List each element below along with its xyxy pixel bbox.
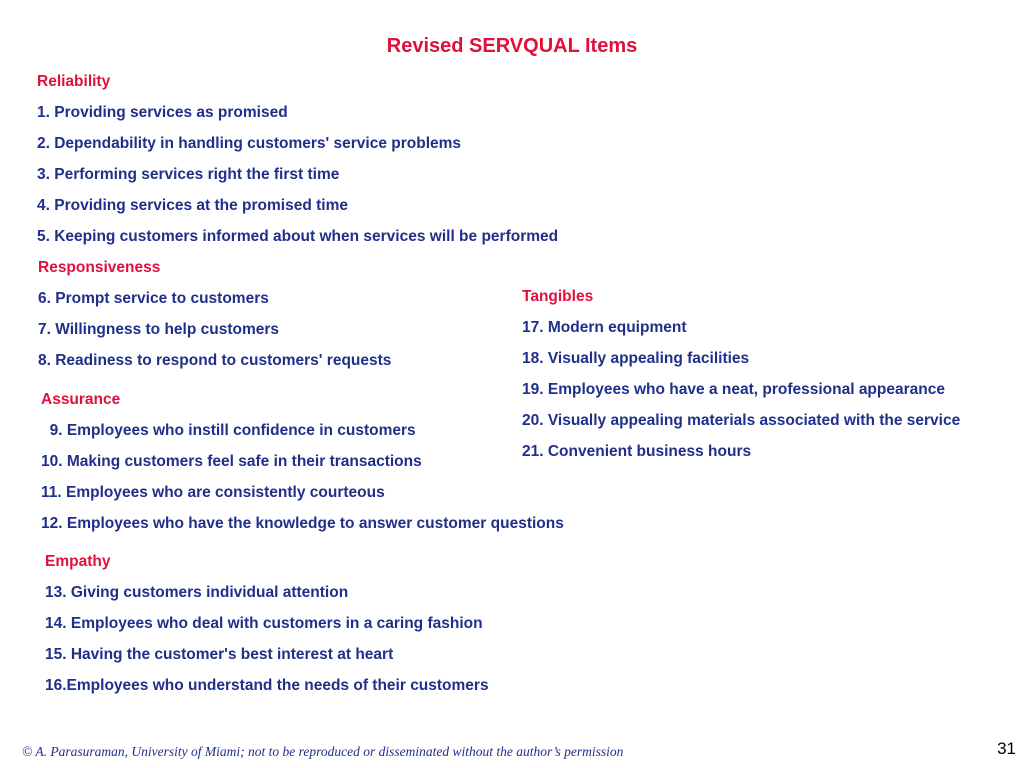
section-heading-responsiveness: Responsiveness <box>38 259 161 276</box>
list-item: 8. Readiness to respond to customers' requests <box>38 352 392 369</box>
list-item: 5. Keeping customers informed about when services will be performed <box>37 228 559 245</box>
list-item: 11. Employees who are consistently courteous <box>41 484 385 501</box>
list-item: 1. Providing services as promised <box>37 104 288 121</box>
assurance-section <box>41 384 564 539</box>
list-item: 18. Visually appealing facilities <box>522 350 750 367</box>
tangibles-section <box>522 281 960 467</box>
copyright-footer: © A. Parasuraman, University of Miami; not to be reproduced or disseminated without the author’s permission <box>22 744 624 759</box>
section-heading-assurance: Assurance <box>41 391 121 408</box>
list-item: 3. Performing services right the first time <box>37 166 340 183</box>
slide-title: Revised SERVQUAL Items <box>386 35 638 57</box>
list-item: 10. Making customers feel safe in their transactions <box>41 453 422 470</box>
page-number: 31 <box>997 739 1016 758</box>
list-item: 6. Prompt service to customers <box>38 290 269 307</box>
list-item: 13. Giving customers individual attention <box>45 584 349 601</box>
list-item: 14. Employees who deal with customers in a caring fashion <box>45 615 483 632</box>
list-item: 20. Visually appealing materials associated with the service <box>522 412 961 429</box>
list-item: 12. Employees who have the knowledge to answer customer questions <box>41 515 564 532</box>
section-heading-tangibles: Tangibles <box>522 288 594 305</box>
list-item: 4. Providing services at the promised time <box>37 197 348 214</box>
responsiveness-section <box>38 252 391 376</box>
list-item: 9. Employees who instill confidence in customers <box>41 422 416 439</box>
reliability-section <box>37 66 558 252</box>
list-item: 7. Willingness to help customers <box>38 321 280 338</box>
list-item: 2. Dependability in handling customers' service problems <box>37 135 462 152</box>
list-item: 17. Modern equipment <box>522 319 687 336</box>
section-heading-empathy: Empathy <box>45 553 111 570</box>
list-item: 15. Having the customer's best interest at heart <box>45 646 394 663</box>
list-item: 19. Employees who have a neat, professional appearance <box>522 381 945 398</box>
list-item: 21. Convenient business hours <box>522 443 752 460</box>
section-heading-reliability: Reliability <box>37 73 111 90</box>
list-item: 16.Employees who understand the needs of their customers <box>45 677 489 694</box>
empathy-section <box>45 546 489 701</box>
